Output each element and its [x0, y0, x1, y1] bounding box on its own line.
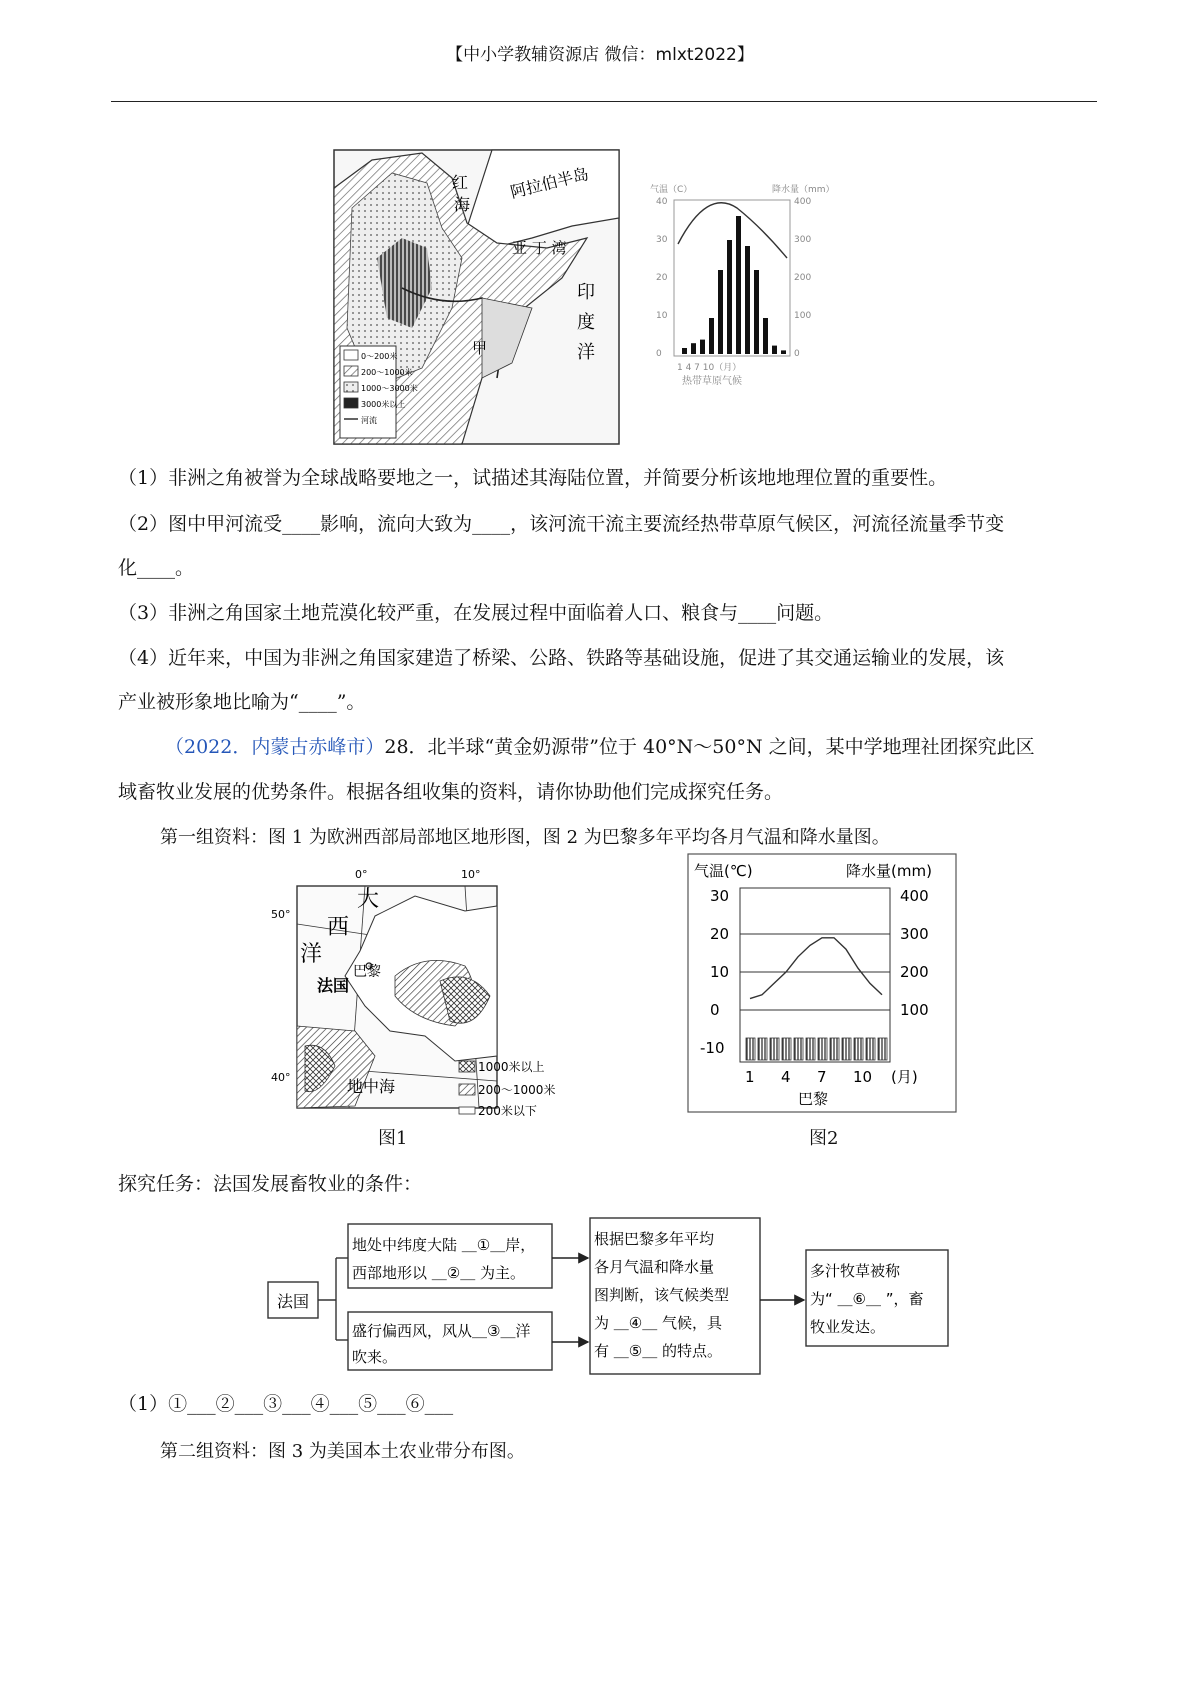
header-divider [111, 101, 1097, 102]
af-left-tick: 10 [656, 311, 668, 321]
flow-box2-l1: 盛行偏西风，风从＿③＿洋 [352, 1322, 531, 1340]
af-right-tick: 0 [794, 349, 800, 359]
lon-10: 10° [461, 868, 481, 881]
paris-bar [842, 1038, 851, 1060]
climate-caption: 热带草原气候 [682, 376, 742, 387]
flow-box4-l2: 为“ ＿⑥＿ ”，畜 [810, 1290, 924, 1308]
paris-month-tick: 1 [745, 1068, 755, 1086]
paris-bar [770, 1038, 779, 1060]
flow-box4-l1: 多汁牧草被称 [810, 1262, 901, 1280]
af-left-tick: 20 [656, 273, 668, 283]
paris-bar [806, 1038, 815, 1060]
af-precip-bar [745, 246, 750, 354]
paris-right-tick: 400 [900, 887, 929, 905]
paris-left-tick: 10 [710, 963, 730, 981]
legend-africa-1: 200～1000米 [361, 368, 413, 377]
af-precip-bar [754, 270, 759, 354]
af-left-tick: 30 [656, 235, 668, 245]
question-a2: （2）图中甲河流受____影响，流向大致为____，该河流干流主要流经热带草原气候区，河流径流量季节变 [118, 513, 1005, 535]
med-label: 地中海 [347, 1077, 396, 1096]
paris-bar [758, 1038, 767, 1060]
q28-text1: 28．北半球“黄金奶源带”位于 40°N～50°N 之间，某中学地理社团探究此区 [384, 736, 1035, 758]
af-right-tick: 300 [794, 235, 812, 245]
q28-group1: 第一组资料：图 1 为欧洲西部局部地区地形图，图 2 为巴黎多年平均各月气温和降水量图。 [160, 827, 890, 848]
paris-left-tick: 0 [710, 1001, 720, 1019]
af-precip-bar [727, 240, 732, 354]
flowchart [266, 1214, 966, 1380]
paris-month-tick: 10 [853, 1068, 873, 1086]
q28-line1 [165, 729, 1095, 765]
label-red-sea-1: 红 [452, 173, 469, 192]
legend-africa-0: 0～200米 [361, 352, 398, 361]
af-precip-bar [682, 348, 687, 354]
question-a1: （1）非洲之角被誉为全球战略要地之一，试描述其海陆位置，并简要分析该地地理位置的重要性。 [118, 467, 948, 489]
paris-left-tick: 30 [710, 887, 730, 905]
paris-bar [866, 1038, 875, 1060]
paris-temp-label: 气温(℃) [694, 862, 753, 880]
paris-bar [854, 1038, 863, 1060]
paris-bar [746, 1038, 755, 1060]
af-right-tick: 200 [794, 273, 812, 283]
af-precip-bar [781, 350, 786, 354]
paris-month-tick: 7 [817, 1068, 827, 1086]
paris-left-tick: -10 [700, 1039, 725, 1057]
flow-box3-l5: 有 ＿⑤＿ 的特点。 [594, 1342, 722, 1360]
flow-box3-l2: 各月气温和降水量 [594, 1258, 715, 1276]
question-a4-cont: 产业被形象地比喻为“____”。 [118, 691, 366, 713]
af-precip-bar [709, 318, 714, 354]
af-left-tick: 0 [656, 349, 662, 359]
answer-line: （1）①___②___③___④___⑤___⑥___ [118, 1393, 454, 1415]
af-precip-bar [772, 346, 777, 354]
af-right-tick: 100 [794, 311, 812, 321]
q28-source: （2022．内蒙古赤峰市） [165, 736, 385, 758]
figure2 [686, 852, 958, 1114]
paris-right-tick: 300 [900, 925, 929, 943]
legend-africa-2: 1000～3000米 [361, 384, 418, 393]
paris-month-tick: (月) [891, 1068, 918, 1086]
paris-city: 巴黎 [798, 1090, 829, 1108]
paris-bar [794, 1038, 803, 1060]
ocean-2: 西 [327, 915, 350, 940]
flow-box1-l1: 地处中纬度大陆 ＿①＿岸， [352, 1236, 536, 1254]
label-red-sea-2: 海 [454, 195, 471, 214]
climate-bars [682, 216, 786, 354]
figure1-caption: 图1 [378, 1128, 408, 1149]
af-precip-bar [691, 343, 696, 354]
flow-root: 法国 [277, 1292, 310, 1311]
paris-month-tick: 4 [781, 1068, 791, 1086]
africa-figure [332, 148, 842, 448]
climate-month-axis: 1 4 7 10（月） [677, 363, 742, 373]
label-india-1: 印 [577, 282, 595, 303]
legend-africa-4: 河流 [361, 416, 377, 425]
af-precip-bar [718, 270, 723, 354]
paris-bar [782, 1038, 791, 1060]
ocean-1: 大 [357, 887, 380, 912]
task-label: 探究任务：法国发展畜牧业的条件： [118, 1173, 423, 1195]
question-a2-cont: 化____。 [118, 557, 195, 579]
q28-line2: 域畜牧业发展的优势条件。根据各组收集的资料，请你协助他们完成探究任务。 [118, 781, 784, 803]
flow-box3-l4: 为 ＿④＿ 气候，具 [594, 1314, 722, 1332]
af-left-tick: 40 [656, 197, 668, 207]
paris-precip-label: 降水量(mm) [846, 862, 932, 880]
label-jia: 甲 [472, 339, 488, 357]
paris-bar [878, 1038, 887, 1060]
france-label: 法国 [317, 976, 350, 995]
question-a3: （3）非洲之角国家土地荒漠化较严重，在发展过程中面临着人口、粮食与____问题。 [118, 602, 834, 624]
lat-50: 50° [271, 908, 291, 921]
question-a4: （4）近年来，中国为非洲之角国家建造了桥梁、公路、铁路等基础设施，促进了其交通运输业的发展，该 [118, 647, 1005, 669]
paris-bar [830, 1038, 839, 1060]
flow-box1-l2: 西部地形以 ＿②＿ 为主。 [352, 1264, 525, 1282]
legend-eu-2: 200米以下 [478, 1104, 537, 1116]
figure1 [265, 856, 650, 1116]
lat-40: 40° [271, 1071, 291, 1084]
page-header: 【中小学教辅资源店 微信：mlxt2022】 [446, 45, 754, 65]
climate-temp-curve [678, 203, 787, 258]
lon-0: 0° [355, 868, 368, 881]
label-india-3: 洋 [577, 342, 595, 363]
flow-box3-l1: 根据巴黎多年平均 [594, 1230, 715, 1248]
flow-box3-l3: 图判断，该气候类型 [594, 1286, 730, 1304]
paris-bar [818, 1038, 827, 1060]
legend-eu-0: 1000米以上 [478, 1060, 545, 1074]
group2-text: 第二组资料：图 3 为美国本土农业带分布图。 [160, 1441, 525, 1462]
legend-africa-3: 3000米以上 [361, 400, 406, 409]
af-precip-bar [763, 318, 768, 354]
flow-box4-l3: 牧业发达。 [810, 1318, 886, 1336]
af-right-tick: 400 [794, 197, 812, 207]
climate-temp-label: 气温（C） [650, 185, 693, 195]
af-precip-bar [736, 216, 741, 354]
climate-precip-label: 降水量（mm） [772, 185, 835, 195]
paris-right-tick: 200 [900, 963, 929, 981]
af-precip-bar [700, 340, 705, 354]
label-arabia: 阿拉伯半岛 [508, 164, 591, 202]
paris-left-tick: 20 [710, 925, 730, 943]
legend-eu-1: 200～1000米 [478, 1083, 556, 1097]
label-aden: 亚 丁 湾 [512, 239, 567, 257]
flow-box2-l2: 吹来。 [352, 1348, 398, 1366]
paris-label: 巴黎 [353, 964, 381, 980]
figure2-caption: 图2 [809, 1128, 839, 1149]
ocean-3: 洋 [300, 942, 323, 967]
paris-right-tick: 100 [900, 1001, 929, 1019]
label-india-2: 度 [577, 312, 595, 333]
